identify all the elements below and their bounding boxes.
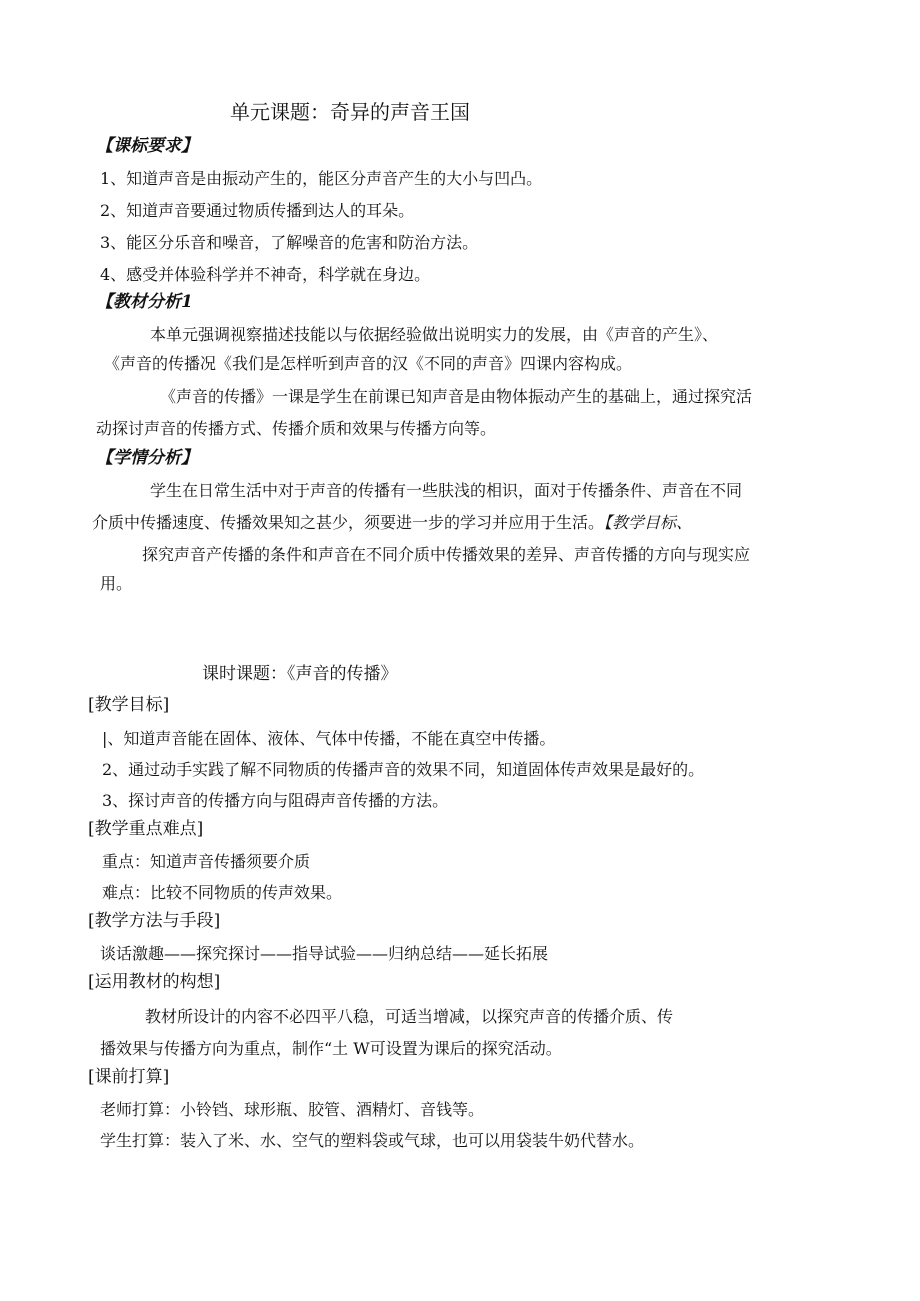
- teaching-goal-inline-heading: 【教学目标、: [604, 513, 693, 532]
- preparation-heading: [课前打算]: [88, 1067, 170, 1087]
- material-idea-line1: 教材所设计的内容不必四平八稳，可适当增减，以探究声音的传播介质、传: [145, 1007, 674, 1026]
- material-idea-line2: 播效果与传播方向为重点，制作“土 W可设置为课后的探究活动。: [100, 1039, 562, 1058]
- student-preparation: 学生打算：装入了米、水、空气的塑料袋或气球，也可以用袋装牛奶代替水。: [100, 1131, 645, 1150]
- student-analysis-heading: 【学情分析】: [96, 448, 198, 468]
- material-analysis-p1-line2: 《声音的传播况《我们是怎样听到声音的汉《不同的声音》四课内容构成。: [104, 354, 633, 373]
- difficult-point: 难点：比较不同物质的传声效果。: [102, 883, 343, 902]
- key-points-heading: [教学重点难点]: [88, 819, 204, 839]
- teacher-preparation: 老师打算：小铃铛、球形瓶、胶管、酒精灯、音钱等。: [100, 1100, 485, 1119]
- teaching-goal-1: |、知道声音能在固体、液体、气体中传播，不能在真空中传播。: [102, 729, 556, 748]
- student-analysis-line3: 探究声音产传播的条件和声音在不同介质中传播效果的差异、声音传播的方向与现实应: [142, 545, 751, 564]
- student-analysis-line4: 用。: [100, 574, 133, 593]
- curriculum-item-2: 2、知道声音要通过物质传播到达人的耳朵。: [100, 201, 415, 220]
- unit-title: 单元课题：奇异的声音王国: [230, 100, 470, 124]
- methods-text: 谈话激趣——探究探讨——指导试验——归纳总结——延长拓展: [100, 944, 549, 963]
- curriculum-item-4: 4、感受并体验科学并不神奇，科学就在身边。: [100, 265, 431, 284]
- key-point: 重点：知道声音传播须要介质: [102, 852, 311, 871]
- curriculum-item-1: 1、知道声音是由振动产生的，能区分声音产生的大小与凹凸。: [100, 169, 543, 188]
- lesson-title: 课时课题：《声音的传播》: [202, 664, 398, 684]
- teaching-goal-3: 3、探讨声音的传播方向与阻碍声音传播的方法。: [102, 791, 449, 810]
- material-analysis-p2-line1: 《声音的传播》一课是学生在前课已知声音是由物体振动产生的基础上，通过探究活: [160, 387, 753, 406]
- student-analysis-line1: 学生在日常生活中对于声音的传播有一些肤浅的相识，面对于传播条件、声音在不同: [150, 481, 743, 500]
- curriculum-item-3: 3、能区分乐音和噪音，了解噪音的危害和防治方法。: [100, 233, 479, 252]
- material-idea-heading: [运用教材的构想]: [88, 972, 221, 992]
- curriculum-heading: 【课标要求】: [96, 136, 198, 156]
- methods-heading: [教学方法与手段]: [88, 911, 221, 931]
- material-analysis-heading: 【教材分析1: [96, 292, 193, 312]
- student-analysis-line2: [92, 513, 692, 533]
- student-analysis-line2-text: 介质中传播速度、传播效果知之甚少，须要进一步的学习并应用于生活。: [92, 513, 605, 532]
- material-analysis-p2-line2: 动探讨声音的传播方式、传播介质和效果与传播方向等。: [96, 419, 497, 438]
- teaching-goal-2: 2、通过动手实践了解不同物质的传播声音的效果不同，知道固体传声效果是最好的。: [102, 760, 705, 779]
- material-analysis-p1-line1: 本单元强调视察描述技能以与依据经验做出说明实力的发展，由《声音的产生》、: [150, 325, 719, 344]
- teaching-goals-heading: [教学目标]: [88, 695, 170, 715]
